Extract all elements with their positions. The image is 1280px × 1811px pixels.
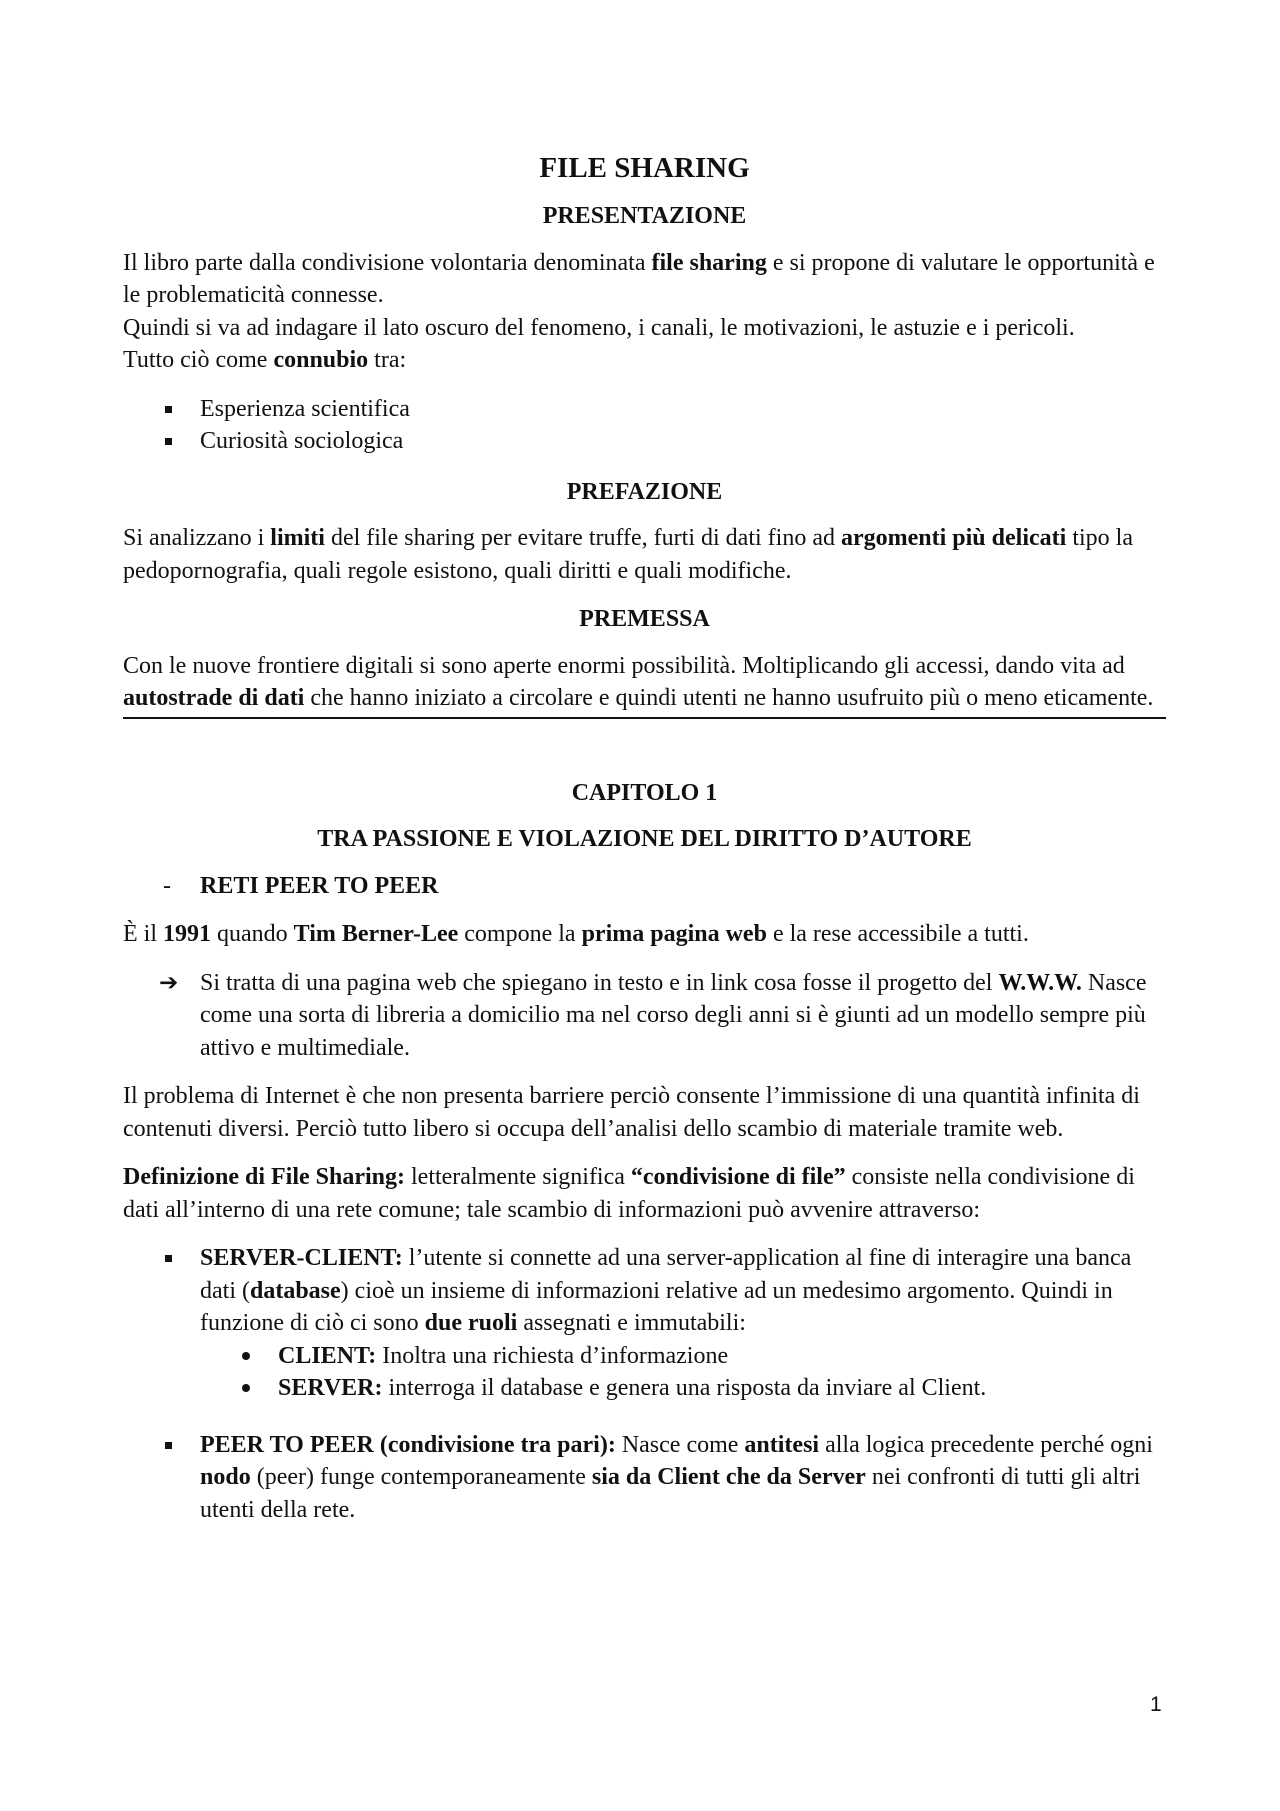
- list-item: Curiosità sociologica: [123, 425, 1166, 458]
- text-run: quando: [211, 921, 294, 947]
- chapter-subtitle: TRA PASSIONE E VIOLAZIONE DEL DIRITTO D’AUTORE: [317, 826, 972, 852]
- text-run: e si propone di valutare le opportunità e le problematicità connesse.: [123, 249, 1155, 308]
- paragraph: [123, 247, 1166, 312]
- text-run: del file sharing per evitare truffe, furti di dati fino ad: [324, 525, 841, 551]
- text-run: che hanno iniziato a circolare e quindi utenti ne hanno usufruito più o meno eticamente.: [304, 685, 1154, 711]
- text-run: alla logica precedente perché ogni: [819, 1431, 1153, 1458]
- bold-text: limiti: [270, 525, 325, 551]
- list-item-server-client: [123, 1242, 1166, 1429]
- dash-marker: -: [163, 872, 171, 899]
- text-run: (peer) funge contemporaneamente: [250, 1464, 592, 1490]
- bold-text: “condivisione di file”: [630, 1164, 846, 1190]
- text-run: Con le nuove frontiere digitali si sono aperte enormi possibilità. Moltiplicando gli accessi, dando vita ad: [123, 652, 1125, 679]
- text-run: È il: [123, 921, 163, 947]
- text-run: Il problema di Internet è che non presenta barriere perciò consente l’immissione di una quantità infinita di contenuti diversi. Perciò tutto libero si occupa dell’analisi dello scambio di materiale tramite web.: [123, 1083, 1140, 1142]
- text-run: Quindi si va ad indagare il lato oscuro del fenomeno, i canali, le motivazioni, le astuzie e i pericoli.: [123, 314, 1075, 341]
- text-run: assegnati e immutabili:: [517, 1310, 746, 1336]
- heading-premessa: PREMESSA: [579, 606, 710, 632]
- text-run: Si tratta di una pagina web che spiegano in testo e in link cosa fosse il progetto del: [200, 969, 999, 996]
- list-item: Esperienza scientifica: [123, 393, 1166, 426]
- text-run: l’utente si connette ad una server-application al fine di interagire una banca dati (: [200, 1245, 1132, 1304]
- bold-text: SERVER:: [278, 1375, 383, 1401]
- text-run: consiste nella condivisione di dati all’interno di una rete comune; tale scambio di informazioni può avvenire attraverso:: [123, 1164, 1135, 1223]
- bold-text: prima pagina web: [581, 921, 767, 947]
- bold-text: autostrade di dati: [123, 685, 305, 711]
- bullet-list: [123, 393, 1166, 458]
- text-run: Inoltra una richiesta d’informazione: [376, 1342, 729, 1369]
- text-run: e la rese accessibile a tutti.: [766, 921, 1029, 947]
- text-run: Il libro parte dalla condivisione volontaria denominata: [123, 249, 652, 276]
- bold-text: nodo: [200, 1464, 251, 1490]
- paragraph: [123, 1080, 1166, 1145]
- paragraph: [123, 522, 1166, 587]
- sub-list-item: [200, 1372, 1166, 1405]
- document-title: FILE SHARING: [539, 152, 750, 184]
- arrow-right-icon: ➔: [159, 969, 179, 996]
- paragraph: [123, 1161, 1166, 1226]
- heading-presentazione: PRESENTAZIONE: [542, 203, 747, 229]
- sub-bullet-list: [200, 1340, 1166, 1405]
- text-run: nei confronti di tutti gli altri utenti della rete.: [200, 1464, 1141, 1523]
- heading-prefazione: PREFAZIONE: [566, 478, 723, 505]
- paragraph: [123, 918, 1166, 951]
- page-content: [123, 150, 1166, 1544]
- bold-text: SERVER-CLIENT:: [200, 1245, 403, 1271]
- text-run: Si analizzano i: [123, 525, 271, 551]
- text-run: compone la: [458, 921, 582, 947]
- bullet-list: [123, 1242, 1166, 1526]
- bold-text: CLIENT:: [278, 1342, 377, 1369]
- bold-text: due ruoli: [424, 1310, 518, 1336]
- bold-text: argomenti più delicati: [840, 525, 1067, 551]
- bold-text: database: [249, 1277, 341, 1304]
- bold-text: W.W.W.: [998, 969, 1082, 996]
- text-run: interroga il database e genera una risposta da inviare al Client.: [382, 1375, 987, 1401]
- list-item-peer-to-peer: [123, 1429, 1166, 1527]
- paragraph: [123, 344, 1166, 377]
- sub-list-item: [200, 1340, 1166, 1373]
- bold-text: PEER TO PEER (condivisione tra pari):: [200, 1431, 616, 1458]
- text-run: Nasce come una sorta di libreria a domicilio ma nel corso degli anni si è giunti ad un modello sempre più attivo e multimediale.: [200, 969, 1147, 1061]
- paragraph: [123, 650, 1166, 715]
- text-run: tra:: [368, 347, 407, 373]
- bold-text: antitesi: [744, 1431, 820, 1458]
- heading-capitolo: CAPITOLO 1: [571, 779, 718, 806]
- bold-text: connubio: [273, 347, 369, 373]
- bold-text: file sharing: [651, 249, 767, 276]
- list-item-text: [200, 1245, 1131, 1336]
- bold-text: 1991: [163, 921, 211, 947]
- bold-text: Tim Berner-Lee: [293, 921, 459, 947]
- paragraph: [123, 312, 1166, 345]
- text-run: ) cioè un insieme di informazioni relative ad un medesimo argomento. Quindi in funzione di ciò ci sono: [200, 1277, 1113, 1336]
- section-label: RETI PEER TO PEER: [200, 872, 439, 899]
- text-run: Tutto ciò come: [123, 347, 274, 373]
- arrow-item: [123, 967, 1166, 1065]
- text-run: Nasce come: [615, 1431, 745, 1458]
- arrow-text: [200, 970, 1147, 1061]
- page-number: 1: [1150, 1693, 1162, 1716]
- text-run: tipo la pedopornografia, quali regole esistono, quali diritti e quali modifiche.: [123, 525, 1133, 584]
- text-run: letteralmente significa: [405, 1164, 631, 1190]
- bold-text: Definizione di File Sharing:: [123, 1164, 405, 1190]
- section-reti-peer-to-peer: [123, 870, 1166, 903]
- bold-text: sia da Client che da Server: [591, 1464, 866, 1490]
